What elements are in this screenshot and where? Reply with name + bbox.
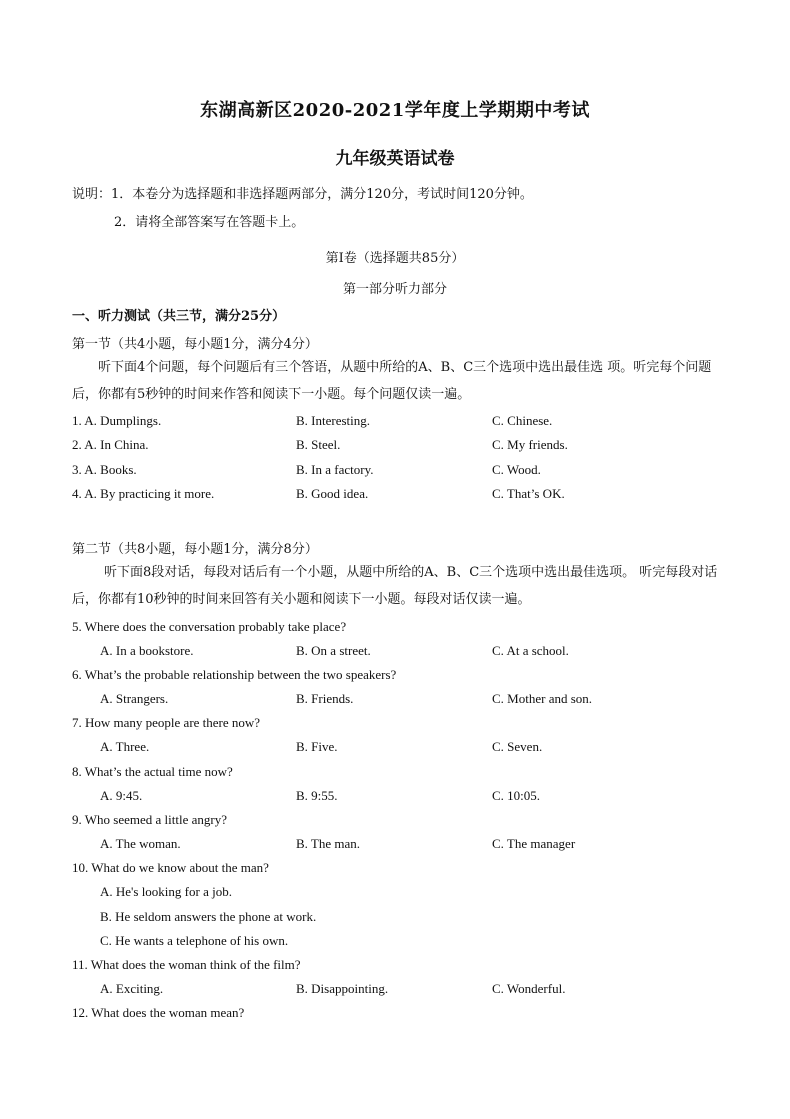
sec2-heading: 第二节（共8小题，每小题1分，满分8分） (72, 542, 318, 557)
q7-option-a: A. Three. (100, 739, 150, 754)
q10-option-c: C. He wants a telephone of his own. (100, 933, 289, 948)
q7-option-c: C. Seven. (492, 739, 543, 754)
q8-option-a: A. 9:45. (100, 788, 143, 803)
q5-option-c: C. At a school. (492, 643, 569, 658)
option-a: 1. A. Dumplings. (72, 413, 162, 428)
question-9: 9. Who seemed a little angry? (72, 812, 227, 827)
q7-option-b: B. Five. (296, 739, 338, 754)
option-c: C. Wood. (492, 462, 541, 477)
section-title: 一、听力测试（共三节，满分25分） (72, 309, 286, 324)
sec2-instructions: 听下面8段对话，每段对话后有一个小题，从题中所给的A、B、C三个选项中选出最佳选项。 听完每段对话后，你都有10秒钟的时间来回答有关小题和阅读下一小题。每段对话仅读一遍。 (72, 565, 718, 607)
q5-option-a: A. In a bookstore. (100, 643, 194, 658)
exam-subtitle: 九年级英语试卷 (335, 149, 455, 169)
q11-option-b: B. Disappointing. (296, 981, 389, 996)
q6-option-a: A. Strangers. (100, 691, 169, 706)
option-c: C. Chinese. (492, 413, 553, 428)
sec1-instructions: 听下面4个问题，每个问题后有三个答语，从题中所给的A、B、C三个选项中选出最佳选 项。听完每个问题后，你都有5秒钟的时间来作答和阅读下一小题。每个问题仅读一遍。 (72, 360, 712, 402)
question-5: 5. Where does the conversation probably take place? (72, 619, 347, 634)
question-8: 8. What’s the actual time now? (72, 764, 233, 779)
q11-option-c: C. Wonderful. (492, 981, 566, 996)
instruction-line-1: 说明：1．本卷分为选择题和非选择题两部分，满分120分，考试时间120分钟。 (72, 187, 533, 202)
option-c: C. That’s OK. (492, 486, 565, 501)
question-12: 12. What does the woman mean? (72, 1005, 245, 1020)
q11-option-a: A. Exciting. (100, 981, 164, 996)
q9-option-c: C. The manager (492, 836, 576, 851)
exam-title: 东湖高新区2020-2021学年度上学期期中考试 (200, 100, 590, 121)
question-10: 10. What do we know about the man? (72, 860, 269, 875)
question-6: 6. What’s the probable relationship between the two speakers? (72, 667, 397, 682)
question-11: 11. What does the woman think of the film? (72, 957, 301, 972)
option-a: 4. A. By practicing it more. (72, 486, 215, 501)
q10-option-a: A. He's looking for a job. (100, 884, 232, 899)
q6-option-c: C. Mother and son. (492, 691, 593, 706)
q10-option-b: B. He seldom answers the phone at work. (100, 909, 317, 924)
q9-option-b: B. The man. (296, 836, 361, 851)
part-title: 第一部分听力部分 (342, 282, 447, 297)
q6-option-b: B. Friends. (296, 691, 354, 706)
volume-title: 第Ⅰ卷（选择题共85分） (325, 251, 465, 266)
q8-option-c: C. 10:05. (492, 788, 541, 803)
instruction-line-2: 2．请将全部答案写在答题卡上。 (114, 215, 305, 230)
option-b: B. In a factory. (296, 462, 374, 477)
q9-option-a: A. The woman. (100, 836, 181, 851)
option-c: C. My friends. (492, 437, 568, 452)
option-b: B. Interesting. (296, 413, 371, 428)
option-a: 2. A. In China. (72, 437, 149, 452)
option-a: 3. A. Books. (72, 462, 137, 477)
sec1-heading: 第一节（共4小题，每小题1分，满分4分） (72, 337, 318, 352)
option-b: B. Good idea. (296, 486, 369, 501)
question-7: 7. How many people are there now? (72, 715, 261, 730)
option-b: B. Steel. (296, 437, 341, 452)
q8-option-b: B. 9:55. (296, 788, 338, 803)
q5-option-b: B. On a street. (296, 643, 371, 658)
